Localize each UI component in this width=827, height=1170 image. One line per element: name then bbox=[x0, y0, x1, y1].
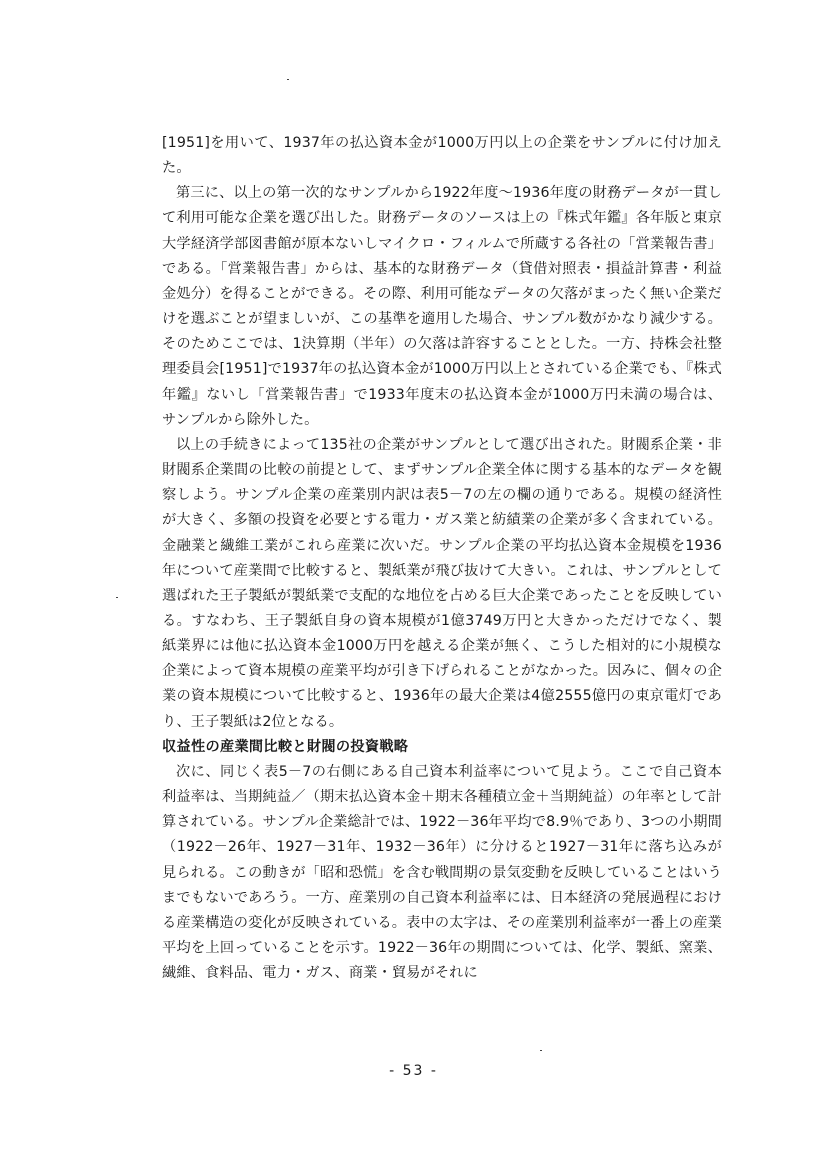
paragraph-1: [1951]を用いて、1937年の払込資本金が1000万円以上の企業をサンプルに付け加えた。 bbox=[162, 135, 722, 177]
scan-speck bbox=[287, 79, 289, 80]
body-text bbox=[162, 131, 722, 986]
paragraph-3: 以上の手続きによって135社の企業がサンプルとして選び出された。財閥系企業・非財閥系企業間の比較の前提として、まずサンプル企業全体に関する基本的なデータを観察しよう。サンプル企業の産業別内訳は表5－7の左の欄の通りである。規模の経済性が大きく、多額の投資を必要とする電力・ガス業と紡績業の企業が多く含まれている。金融業と繊維工業がこれら産業に次いだ。サンプル企業の平均払込資本金規模を1936年について産業間で比較すると、製紙業が飛び抜けて大きい。これは、サンプルとして選ばれた王子製紙が製紙業で支配的な地位を占める巨大企業であったことを反映している。すなわち、王子製紙自身の資本規模が1億3749万円と大きかっただけでなく、製紙業界には他に払込資本金1000万円を越える企業が無く、こうした相対的に小規模な企業によって資本規模の産業平均が引き下げられることがなかった。因みに、個々の企業の資本規模について比較すると、1936年の最大企業は4億2555億円の東京電灯であり、王子製紙は2位となる。 bbox=[162, 436, 722, 730]
paragraph-2: 第三に、以上の第一次的なサンプルから1922年度～1936年度の財務データが一貫して利用可能な企業を選び出した。財務データのソースは上の『株式年鑑』各年版と東京大学経済学部図書館が原本ないしマイクロ・フィルムで所蔵する各社の「営業報告書」である。「営業報告書」からは、基本的な財務データ（貸借対照表・損益計算書・利益金処分）を得ることができる。その際、利用可能なデータの欠落がまったく無い企業だけを選ぶことが望ましいが、この基準を適用した場合、サンプル数がかなり減少する。そのためここでは、1決算期（半年）の欠落は許容することとした。一方、持株会社整理委員会[1951]で1937年の払込資本金が1000万円以上とされている企業でも、『株式年鑑』ないし「営業報告書」で1933年度末の払込資本金が1000万円未満の場合は、サンプルから除外した。 bbox=[162, 185, 722, 428]
page-number: - 53 - bbox=[389, 1063, 438, 1079]
scan-speck bbox=[540, 1050, 542, 1051]
paragraph-4: 次に、同じく表5－7の右側にある自己資本利益率について見よう。ここで自己資本利益率は、当期純益／（期末払込資本金＋期末各種積立金＋当期純益）の年率として計算されている。サンプル企業総計では、1922－36年平均で8.9％であり、3つの小期間（1922－26年、1927－31年、1932－36年）に分けると1927－31年に落ち込みが見られる。この動きが「昭和恐慌」を含む戦間期の景気変動を反映していることはいうまでもないであろう。一方、産業別の自己資本利益率には、日本経済の発展過程における産業構造の変化が反映されている。表中の太字は、その産業別利益率が一番上の産業平均を上回っていることを示す。1922－36年の期間については、化学、製紙、窯業、繊維、食料品、電力・ガス、商業・貿易がそれに bbox=[162, 763, 722, 982]
section-heading: 収益性の産業間比較と財閥の投資戦略 bbox=[162, 738, 409, 755]
scan-speck bbox=[116, 597, 118, 598]
